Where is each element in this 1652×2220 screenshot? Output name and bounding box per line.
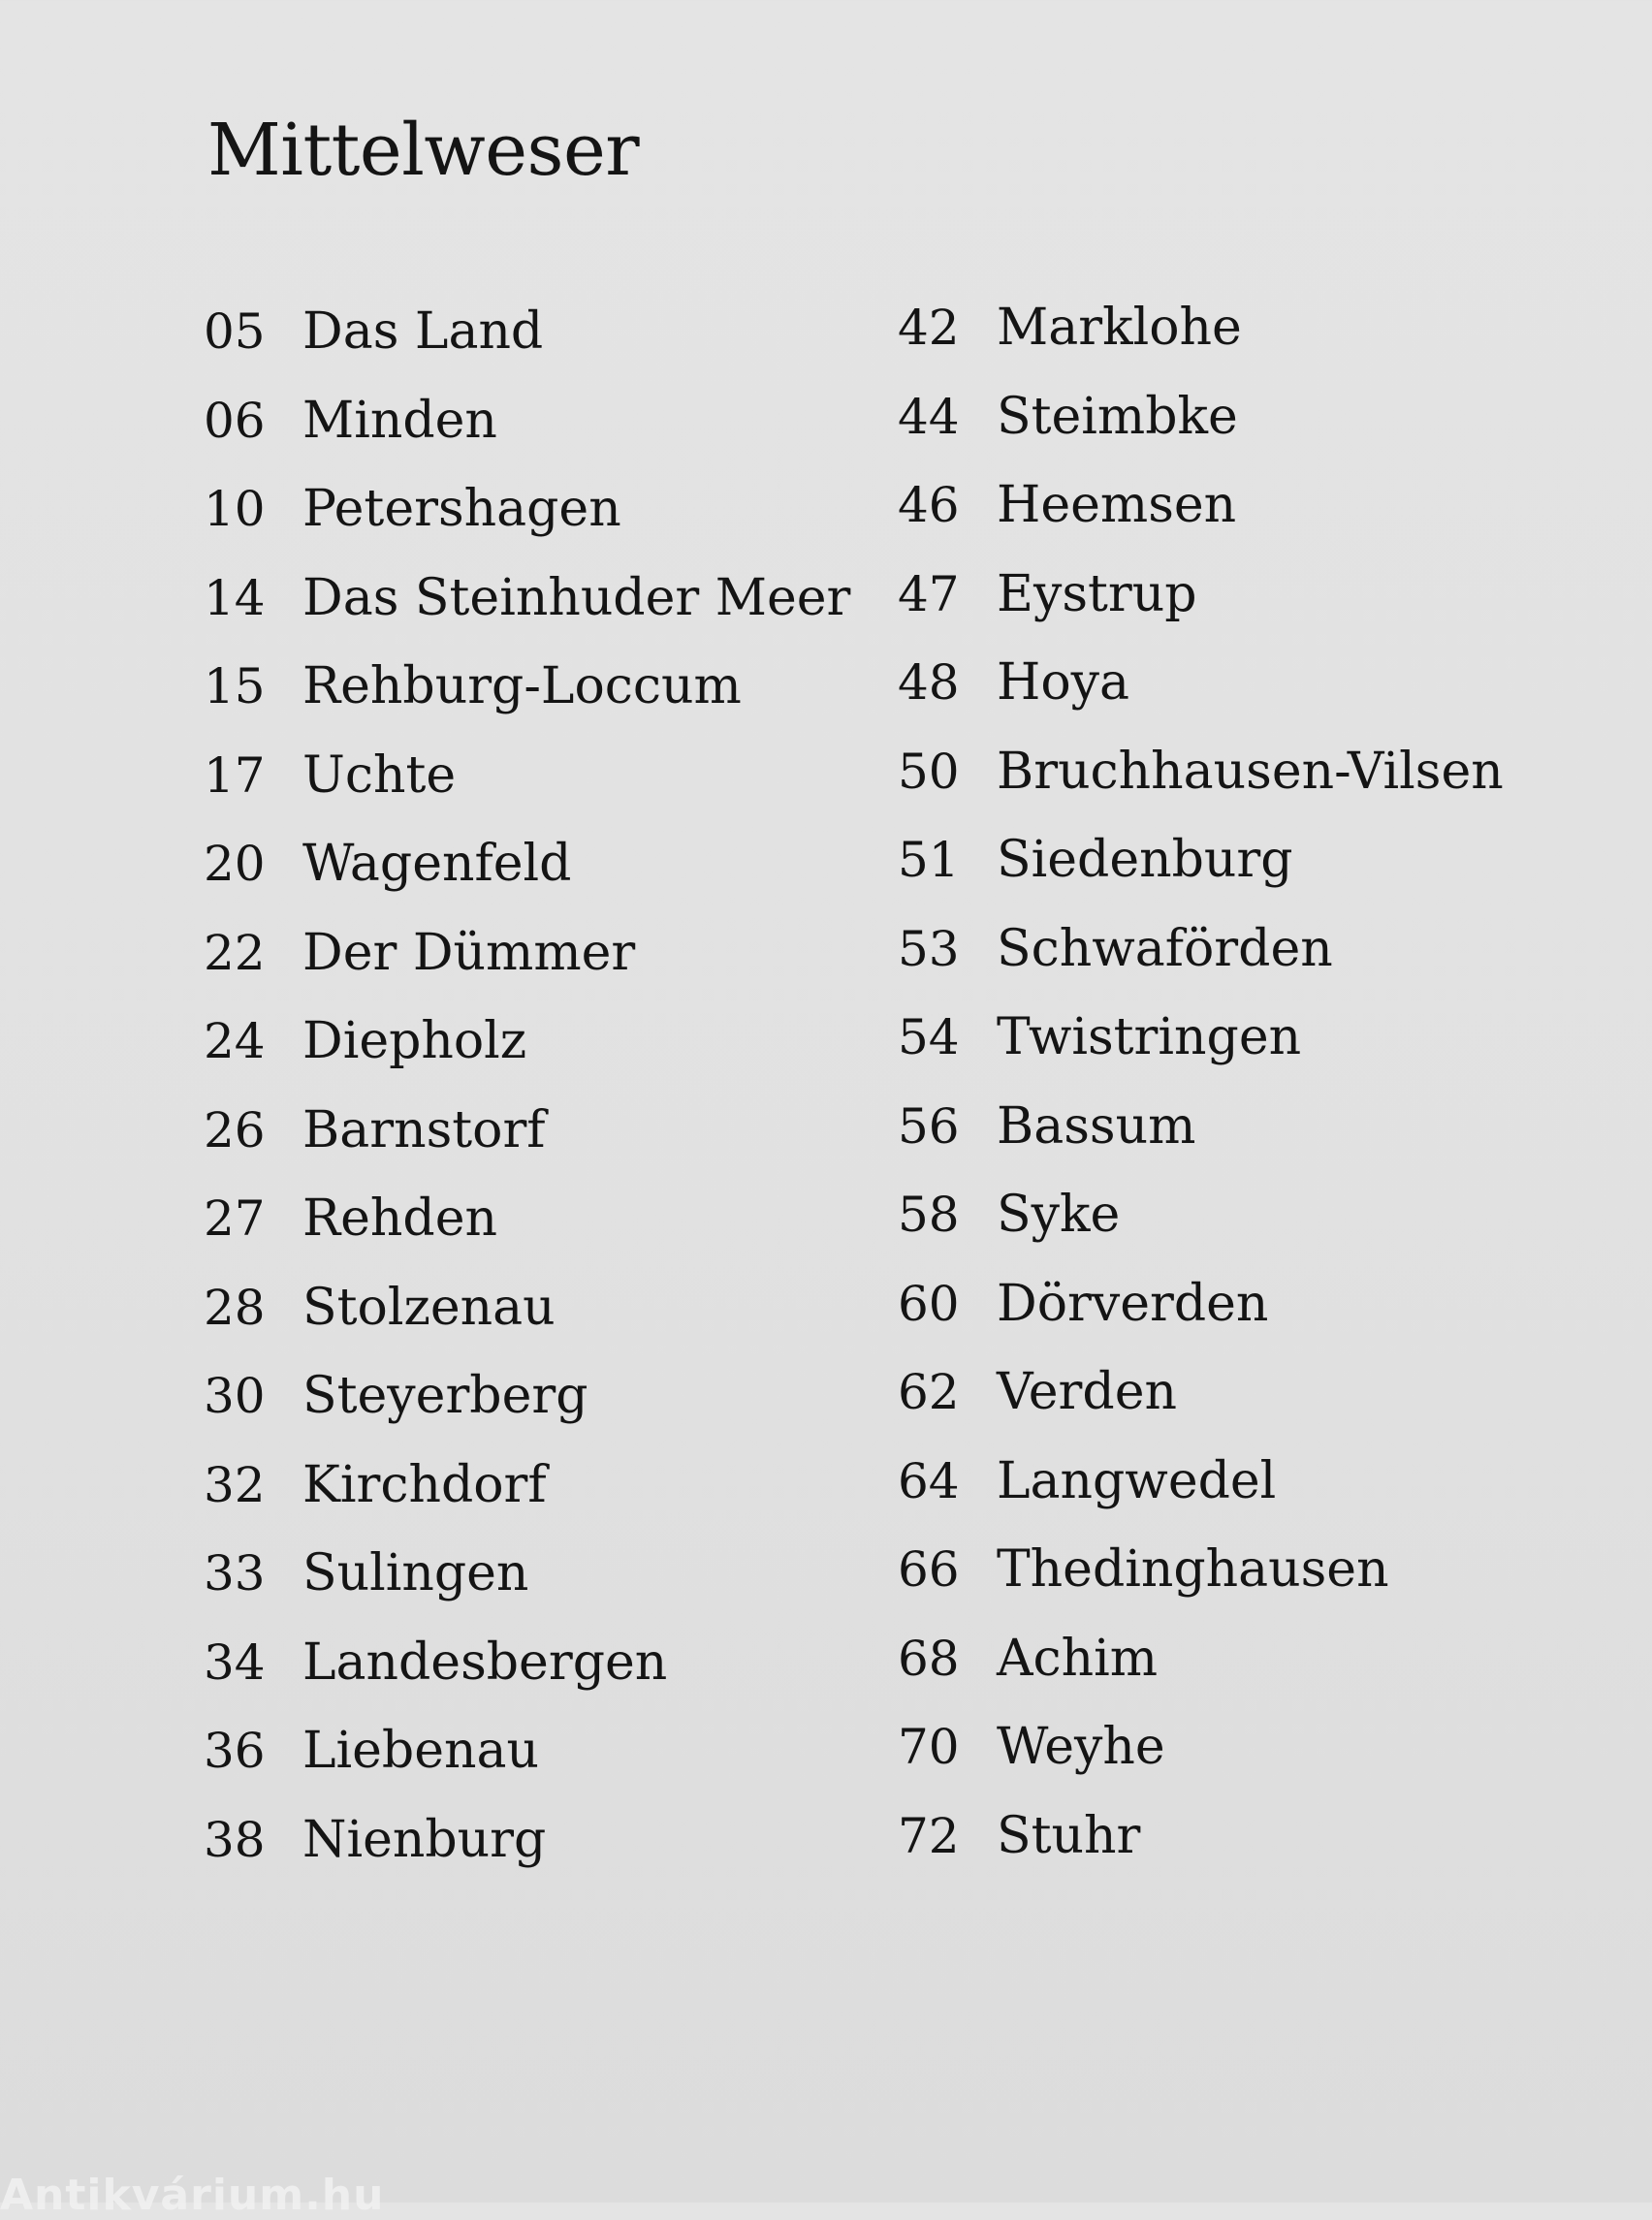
toc-entry-title: Marklohe bbox=[997, 299, 1242, 357]
toc-entry bbox=[898, 387, 1504, 481]
toc-entry-title: Verden bbox=[997, 1363, 1177, 1421]
toc-entry-title: Barnstorf bbox=[302, 1100, 546, 1159]
toc-entry-title: Eystrup bbox=[997, 564, 1197, 623]
toc-entry-title: Minden bbox=[302, 391, 497, 450]
toc-entry-title: Schwaförden bbox=[997, 919, 1333, 978]
toc-entry bbox=[204, 1100, 850, 1194]
toc-page-number: 68 bbox=[898, 1630, 960, 1687]
toc-page-number: 20 bbox=[204, 836, 266, 892]
toc-entry bbox=[204, 1544, 850, 1637]
toc-entry bbox=[204, 568, 851, 662]
toc-page-number: 53 bbox=[898, 920, 960, 977]
toc-page-number: 70 bbox=[898, 1719, 960, 1775]
toc-entry bbox=[204, 1722, 850, 1815]
toc-right-column bbox=[898, 299, 1504, 1899]
toc-page-number: 05 bbox=[204, 303, 266, 360]
toc-page-number: 72 bbox=[898, 1807, 960, 1864]
toc-page-number: 62 bbox=[898, 1364, 960, 1420]
toc-entry bbox=[204, 657, 850, 750]
toc-entry-title: Thedinghausen bbox=[997, 1540, 1389, 1599]
toc-entry-title: Steimbke bbox=[997, 387, 1238, 446]
toc-page-number: 27 bbox=[204, 1190, 266, 1247]
toc-page-number: 24 bbox=[204, 1013, 266, 1069]
toc-entry bbox=[898, 1363, 1504, 1456]
toc-entry-title: Nienburg bbox=[302, 1810, 547, 1869]
toc-entry bbox=[898, 1096, 1504, 1190]
toc-entry bbox=[204, 1633, 850, 1727]
toc-entry bbox=[204, 1810, 850, 1904]
toc-page-number: 15 bbox=[204, 658, 266, 714]
toc-entry bbox=[204, 391, 850, 485]
toc-entry-title: Syke bbox=[997, 1186, 1121, 1244]
toc-entry-title: Das Steinhuder Meer bbox=[302, 568, 851, 627]
toc-entry bbox=[204, 1455, 850, 1549]
toc-page-number: 14 bbox=[204, 569, 266, 626]
toc-entry-title: Achim bbox=[997, 1629, 1159, 1688]
toc-left-column bbox=[204, 302, 851, 1903]
toc-page-number: 06 bbox=[204, 392, 266, 449]
toc-entry-title: Der Dümmer bbox=[302, 923, 636, 982]
toc-entry-title: Dörverden bbox=[997, 1274, 1269, 1333]
toc-page-number: 66 bbox=[898, 1541, 960, 1598]
toc-entry-title: Twistringen bbox=[997, 1008, 1302, 1066]
toc-page-number: 17 bbox=[204, 746, 266, 804]
toc-entry bbox=[898, 1629, 1504, 1723]
toc-page-number: 56 bbox=[898, 1097, 960, 1155]
toc-entry-title: Hoya bbox=[997, 653, 1130, 712]
toc-page-number: 54 bbox=[898, 1009, 960, 1065]
toc-page-number: 48 bbox=[898, 654, 960, 711]
toc-entry-title: Petershagen bbox=[302, 480, 621, 538]
toc-page-number: 58 bbox=[898, 1187, 960, 1243]
toc-entry-title: Heemsen bbox=[997, 476, 1237, 534]
toc-entry-title: Diepholz bbox=[302, 1012, 527, 1070]
toc-entry bbox=[898, 1718, 1504, 1811]
toc-page-number: 22 bbox=[204, 924, 266, 981]
toc-entry-title: Langwedel bbox=[997, 1451, 1277, 1510]
toc-entry-title: Wagenfeld bbox=[302, 835, 572, 893]
toc-entry bbox=[898, 1186, 1504, 1279]
toc-page-number: 51 bbox=[898, 832, 960, 888]
toc-entry bbox=[898, 742, 1504, 836]
toc-entry bbox=[204, 1367, 850, 1460]
toc-entry bbox=[898, 1806, 1504, 1900]
toc-entry bbox=[898, 653, 1504, 746]
toc-page-number: 32 bbox=[204, 1456, 266, 1513]
toc-entry bbox=[204, 480, 850, 573]
toc-entry-title: Kirchdorf bbox=[302, 1455, 547, 1514]
toc-entry bbox=[204, 1278, 850, 1372]
toc-entry bbox=[204, 835, 850, 928]
toc-entry bbox=[898, 476, 1504, 569]
toc-entry bbox=[204, 1012, 850, 1105]
toc-page-number: 26 bbox=[204, 1101, 266, 1158]
toc-entry-title: Steyerberg bbox=[302, 1367, 588, 1425]
toc-entry-title: Stolzenau bbox=[302, 1278, 556, 1337]
toc-entry-title: Sulingen bbox=[302, 1544, 529, 1602]
toc-entry bbox=[898, 299, 1504, 392]
toc-entry bbox=[898, 1274, 1504, 1368]
toc-page-number: 10 bbox=[204, 481, 266, 537]
watermark-logo: Antikvárium.hu bbox=[0, 2171, 385, 2220]
toc-entry bbox=[898, 1540, 1504, 1633]
toc-entry bbox=[204, 745, 850, 840]
toc-entry bbox=[898, 919, 1504, 1013]
toc-entry-title: Bruchhausen-Vilsen bbox=[997, 742, 1504, 801]
toc-entry bbox=[204, 302, 850, 396]
toc-entry bbox=[898, 564, 1504, 658]
toc-entry-title: Uchte bbox=[302, 745, 457, 805]
toc-entry bbox=[898, 831, 1504, 924]
toc-entry bbox=[898, 1451, 1504, 1545]
toc-entry bbox=[204, 1189, 850, 1283]
toc-entry-title: Bassum bbox=[997, 1096, 1196, 1156]
toc-page-number: 33 bbox=[204, 1545, 266, 1602]
toc-entry-title: Stuhr bbox=[997, 1806, 1141, 1865]
toc-page-number: 46 bbox=[898, 477, 960, 533]
toc-page-number: 60 bbox=[898, 1275, 960, 1332]
toc-entry-title: Rehden bbox=[302, 1189, 497, 1248]
toc-entry-title: Liebenau bbox=[302, 1722, 539, 1780]
toc-page-number: 28 bbox=[204, 1279, 266, 1336]
toc-entry-title: Landesbergen bbox=[302, 1633, 668, 1692]
toc-page-number: 44 bbox=[898, 388, 960, 445]
toc-page-number: 34 bbox=[204, 1633, 266, 1691]
toc-page-number: 30 bbox=[204, 1368, 266, 1424]
toc-entry bbox=[204, 923, 850, 1017]
toc-page-number: 50 bbox=[898, 743, 960, 800]
toc-page-number: 64 bbox=[898, 1452, 960, 1509]
toc-page-number: 47 bbox=[898, 565, 960, 622]
toc-page-number: 42 bbox=[898, 300, 960, 356]
toc-entry bbox=[898, 1008, 1504, 1101]
toc-entry-title: Das Land bbox=[302, 302, 544, 361]
toc-entry-title: Weyhe bbox=[997, 1718, 1165, 1776]
toc-page-number: 38 bbox=[204, 1811, 266, 1868]
toc-page-number: 36 bbox=[204, 1723, 266, 1779]
toc-entry-title: Siedenburg bbox=[997, 831, 1293, 889]
page-title: Mittelweser bbox=[207, 109, 640, 192]
toc-entry-title: Rehburg-Loccum bbox=[302, 657, 742, 715]
